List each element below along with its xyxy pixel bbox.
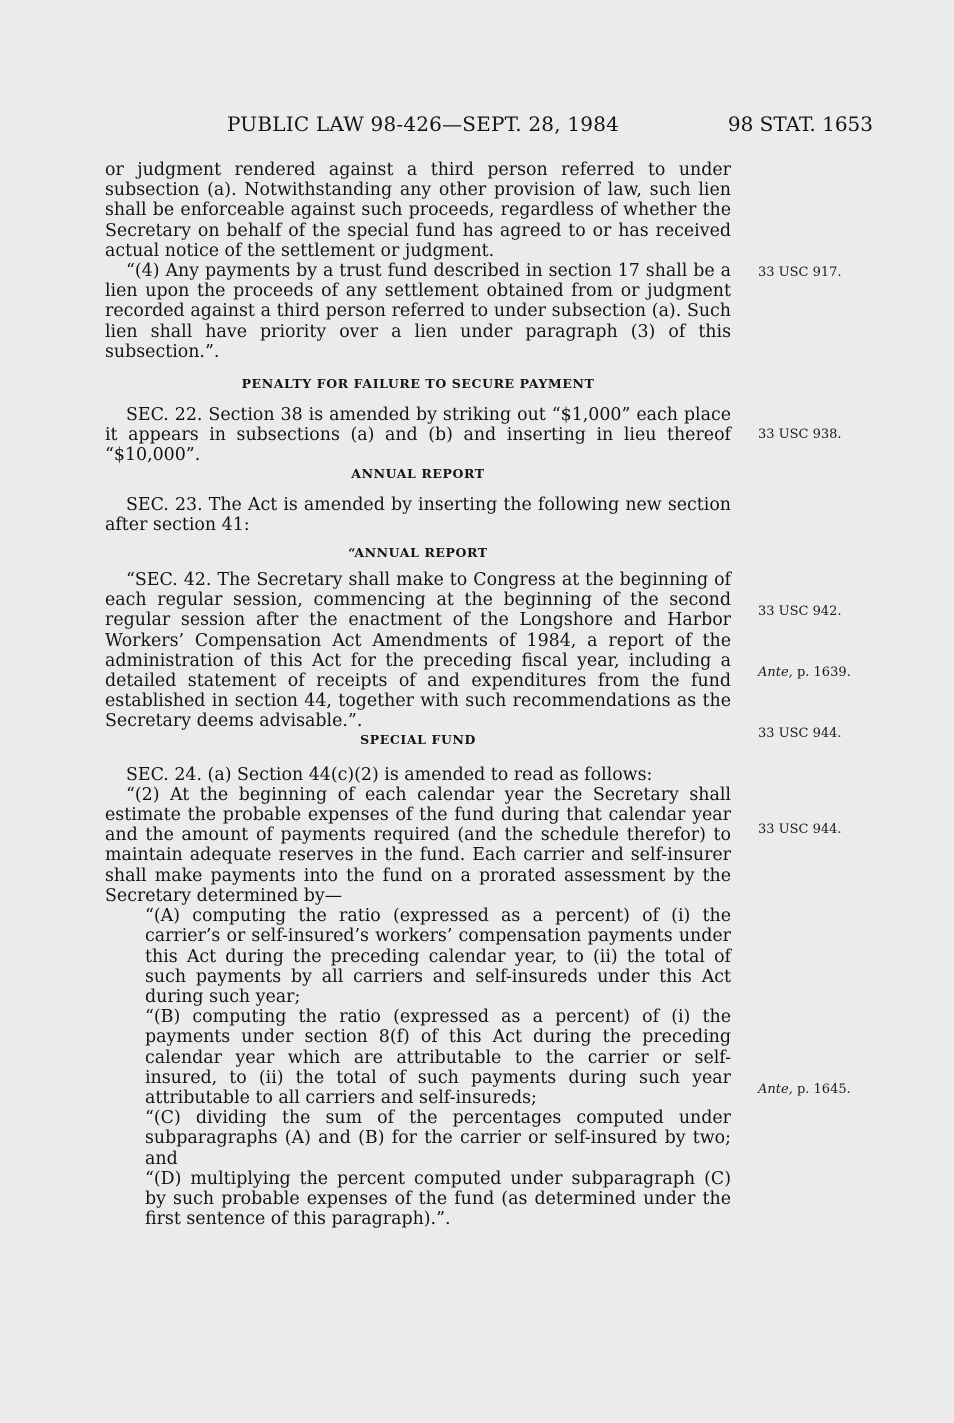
margin-note: 33 USC 942. xyxy=(758,604,842,619)
section-heading: ANNUAL REPORT xyxy=(351,465,485,481)
body-text xyxy=(105,160,731,1229)
statute-page-number: 98 STAT. 1653 xyxy=(727,112,873,136)
margin-note xyxy=(758,665,851,680)
paragraph: SEC. 22. Section 38 is amended by striking out “$1,000” each place it appears in subsections (a) and (b) and inserting in lieu thereof “$10,000”. xyxy=(105,405,731,466)
subparagraph: “(C) dividing the sum of the percentages computed under subparagraphs (A) and (B) for the carrier or self-insured by two; and xyxy=(145,1108,731,1169)
section-heading: SPECIAL FUND xyxy=(360,731,476,747)
paragraph: “SEC. 42. The Secretary shall make to Congress at the beginning of each regular session, commencing at the beginning of the second regular session after the enactment of the Longshore and Harbor Workers’ Compensation Act Amendments of 1984, a report of the administration of this Act for the preceding fiscal year, including a detailed statement of receipts of and expenditures from the fund established in section 44, together with such recommendations as the Secretary deems advisable.”. xyxy=(105,570,731,732)
paragraph: SEC. 23. The Act is amended by inserting the following new section after section 41: xyxy=(105,494,731,535)
section-heading: “ANNUAL REPORT xyxy=(348,545,488,561)
subparagraph: “(A) computing the ratio (expressed as a percent) of (i) the carrier’s or self-insured’s workers’ compensation payments under this Act during the preceding calendar year, to (ii) the total of such payments by all carriers and self-insureds under this Act during such year; xyxy=(145,906,731,1007)
section-heading: PENALTY FOR FAILURE TO SECURE PAYMENT xyxy=(241,376,595,392)
margin-note-page: p. 1645. xyxy=(792,1082,851,1097)
header-title: PUBLIC LAW 98-426—SEPT. 28, 1984 xyxy=(227,112,620,136)
margin-note: 33 USC 944. xyxy=(758,726,842,741)
paragraph: “(2) At the beginning of each calendar year the Secretary shall estimate the probable expenses of the fund during that calendar year and the amount of payments required (and the schedule therefor) to maintain adequate reserves in the fund. Each carrier and self-insurer shall make payments into the fund on a prorated assessment by the Secretary determined by— xyxy=(105,784,731,906)
paragraph: SEC. 24. (a) Section 44(c)(2) is amended to read as follows: xyxy=(126,764,653,785)
page-header xyxy=(105,112,875,140)
margin-note-ante: Ante, xyxy=(758,1082,793,1097)
subparagraph: “(D) multiplying the percent computed under subparagraph (C) by such probable expenses of the fund (as determined under the first sentence of this paragraph).”. xyxy=(145,1168,731,1230)
margin-note: 33 USC 917. xyxy=(758,265,842,280)
margin-note xyxy=(758,1082,851,1097)
paragraph: “(4) Any payments by a trust fund described in section 17 shall be a lien upon the proceeds of any settlement obtained from or judgment recorded against a third person referred to under subsection (a). Such lien shall have priority over a lien under paragraph (3) of this subsection.”. xyxy=(105,261,731,362)
subparagraph: “(B) computing the ratio (expressed as a percent) of (i) the payments under section 8(f) of this Act during the preceding calendar year which are attributable to the carrier or self-insured, to (ii) the total of such payments during such year attributable to all carriers and self-insureds; xyxy=(145,1007,731,1108)
margin-note-page: p. 1639. xyxy=(792,665,851,680)
paragraph: or judgment rendered against a third person referred to under subsection (a). Notwithstanding any other provision of law, such lien shall be enforceable against such proceeds, regardless of whether the Secretary on behalf of the special fund has agreed to or has received actual notice of the settlement or judgment. xyxy=(105,160,731,261)
margin-note-ante: Ante, xyxy=(758,665,793,680)
margin-note: 33 USC 938. xyxy=(758,427,842,442)
margin-note: 33 USC 944. xyxy=(758,822,842,837)
